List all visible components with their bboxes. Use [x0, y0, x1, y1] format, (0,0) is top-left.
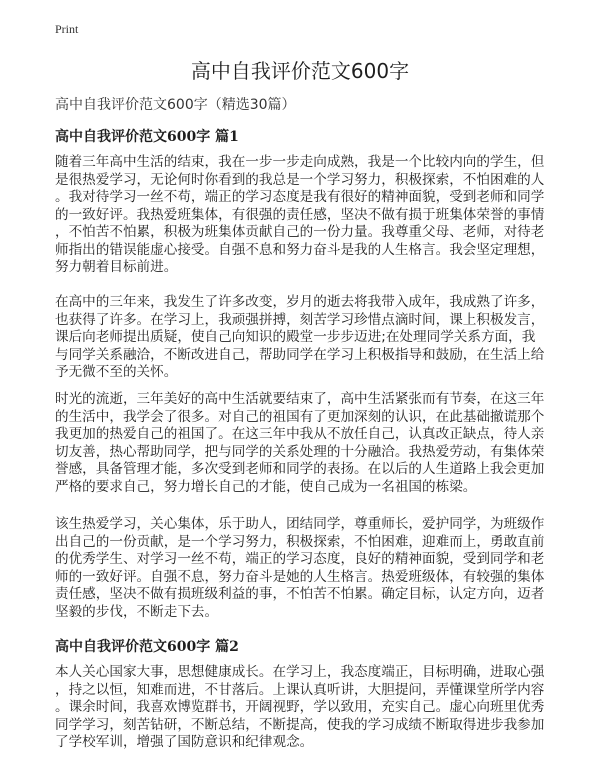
- text-line: 予无微不至的关怀。: [55, 364, 178, 380]
- text-line: 的一致好评。我热爱班集体，有很强的责任感，坚决不做有损于班集体荣誉的事情: [55, 206, 545, 223]
- text-line: 。我对待学习一丝不苟，端正的学习态度是我有很好的精神面貌，受到老师和同学: [55, 189, 545, 205]
- print-link[interactable]: Print: [55, 22, 79, 36]
- text-line: 该生热爱学习，关心集体，乐于助人，团结同学，尊重师长，爱护同学，为班级作: [55, 516, 545, 532]
- text-line: 师的一致好评。自强不息，努力奋斗是她的人生格言。热爱班级体，有较强的集体: [55, 568, 545, 585]
- text-line: 师指出的错误能虚心接受。自强不息和努力奋斗是我的人生格言。我会坚定理想，: [55, 241, 545, 258]
- text-line: 的生活中，我学会了很多。对自己的祖国有了更加深刻的认识，在此基础撤谎那个: [55, 408, 545, 425]
- text-line: ，持之以恒，知难而进，不甘落后。上课认真听讲，大胆提问，弄懂课堂所学内容: [55, 681, 545, 698]
- paragraph: [55, 154, 555, 277]
- section-heading: 高中自我评价范文600字 篇1: [55, 129, 239, 145]
- text-line: 随着三年高中生活的结束，我在一步一步走向成熟，我是一个比较内向的学生，但: [55, 154, 545, 170]
- text-line: 也获得了许多。在学习上，我顽强拼搏，刻苦学习珍惜点滴时间，课上积极发言，: [55, 311, 545, 328]
- text-line: 出自己的一份贡献，是一个学习努力，积极探索，不怕困难，迎难而上，勇敢直前: [55, 533, 545, 550]
- text-line: 责任感，坚决不做有损班级利益的事，不怕苦不怕累。确定目标，认定方向，迈者: [55, 586, 545, 602]
- paragraph: [55, 294, 555, 382]
- text-line: 我更加的热爱自己的祖国了。在这三年中我从不放任自己，认真改正缺点，待人亲: [55, 426, 545, 442]
- text-line: 努力朝着目标前进。: [55, 259, 178, 275]
- text-line: 时光的流逝，三年美好的高中生活就要结束了，高中生活紧张而有节奏，在这三年: [55, 391, 545, 407]
- text-line: 了学校军训，增强了国防意识和纪律观念。: [55, 734, 314, 750]
- text-line: 誉感，具备管理才能，多次受到老师和同学的表扬。在以后的人生道路上我会更加: [55, 461, 545, 477]
- section-heading: 高中自我评价范文600字 篇2: [55, 639, 239, 655]
- text-line: 严格的要求自己，努力增长自己的才能，使自己成为一名祖国的栋梁。: [55, 478, 477, 495]
- text-line: 在高中的三年来，我发生了许多改变，岁月的逝去将我带入成年，我成熟了许多，: [55, 294, 545, 310]
- text-line: 。课余时间，我喜欢博览群书，开阔视野，学以致用，充实自己。虚心向班里优秀: [55, 699, 545, 715]
- document-subtitle: 高中自我评价范文600字（精选30篇）: [55, 97, 296, 113]
- text-line: 坚毅的步伐，不断走下去。: [55, 603, 219, 620]
- text-line: 的优秀学生、对学习一丝不苟，端正的学习态度，良好的精神面貌，受到同学和老: [55, 551, 545, 567]
- text-line: 课后向老师提出质疑，使自己向知识的殿堂一步步迈进;在处理同学关系方面，我: [55, 329, 536, 345]
- text-line: 本人关心国家大事，思想健康成长。在学习上，我态度端正，目标明确，进取心强: [55, 664, 545, 680]
- text-line: 是很热爱学习，无论何时你看到的我总是一个学习努力，积极探索，不怕困难的人: [55, 171, 545, 188]
- paragraph: [55, 516, 555, 621]
- text-line: ，不怕苦不怕累，积极为班集体贡献自己的一份力量。我尊重父母、老师，对待老: [55, 224, 545, 240]
- page-title: 高中自我评价范文600字: [190, 59, 410, 83]
- paragraph: [55, 391, 555, 496]
- text-line: 同学学习，刻苦钻研，不断总结，不断提高，使我的学习成绩不断取得进步我参加: [55, 716, 545, 733]
- text-line: 切友善，热心帮助同学，把与同学的关系处理的十分融洽。我热爱劳动，有集体荣: [55, 443, 545, 460]
- paragraph: [55, 664, 555, 752]
- text-line: 与同学关系融洽，不断改进自己，帮助同学在学习上积极指导和鼓励，在生活上给: [55, 346, 545, 363]
